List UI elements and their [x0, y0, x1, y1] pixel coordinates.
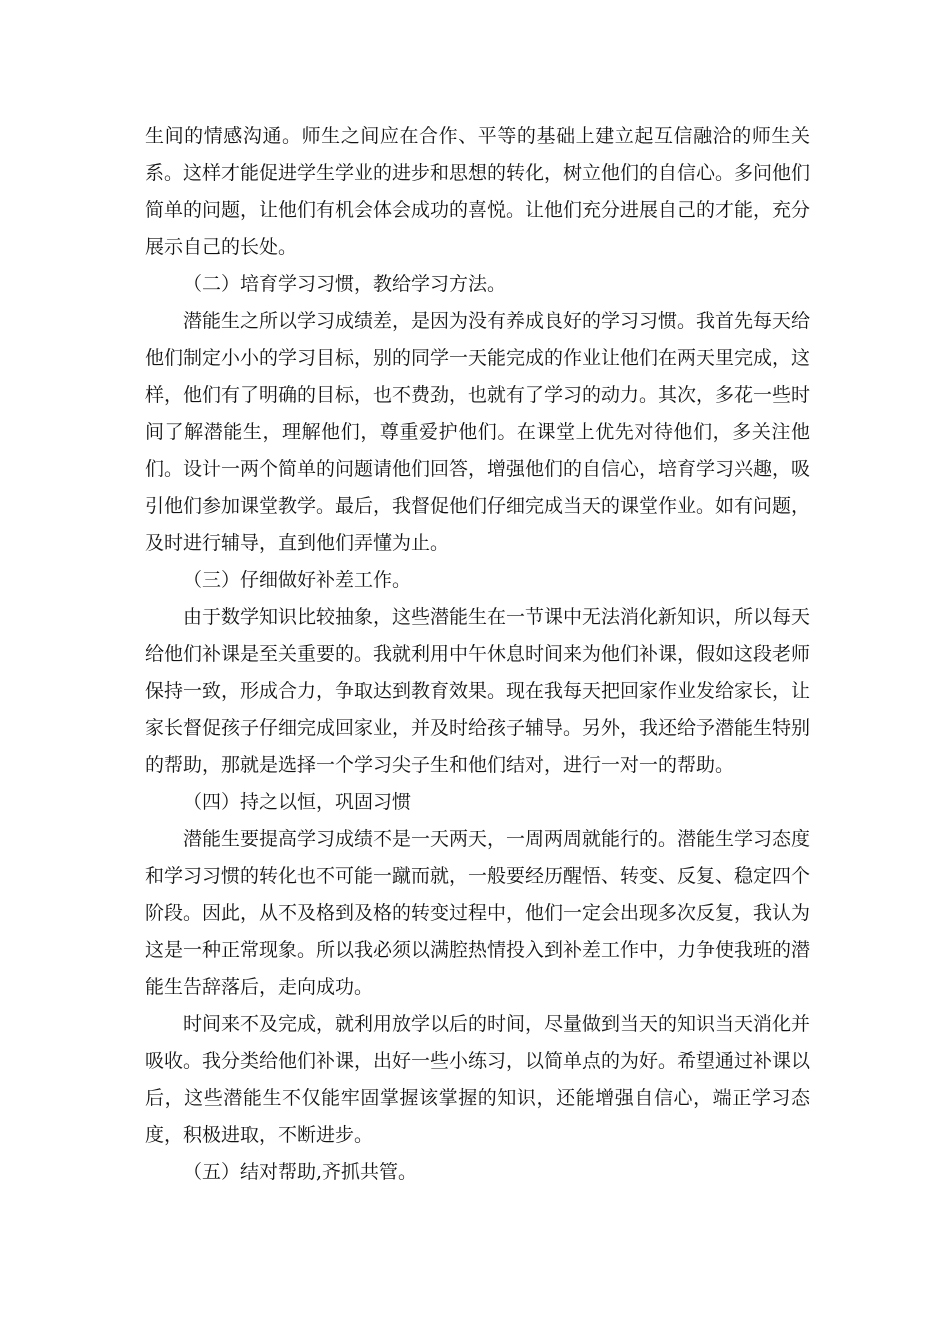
section-heading-4: （四）持之以恒，巩固习惯 [183, 791, 412, 813]
paragraph: 由于数学知识比较抽象，这些潜能生在一节课中无法消化新知识，所以每天给他们补课是至关重要的。我就利用中午休息时间来为他们补课，假如这段老师保持一致，形成合力，争取达到教育效果。现在我每天把回家作业发给家长，让家长督促孩子仔细完成回家业，并及时给孩子辅导。另外，我还给予潜能生特别的帮助，那就是选择一个学习尖子生和他们结对，进行一对一的帮助。 [145, 606, 811, 776]
document-body [145, 118, 810, 1191]
section-heading-2: （二）培育学习习惯，教给学习方法。 [183, 273, 507, 295]
section-heading-5: （五）结对帮助,齐抓共管。 [183, 1161, 418, 1183]
section-heading-3: （三）仔细做好补差工作。 [183, 569, 412, 591]
paragraph-continued: 生间的情感沟通。师生之间应在合作、平等的基础上建立起互信融洽的师生关系。这样才能促进学生学业的进步和思想的转化，树立他们的自信心。多问他们简单的问题，让他们有机会体会成功的喜悦。让他们充分进展自己的才能，充分展示自己的长处。 [145, 125, 811, 258]
paragraph: 潜能生要提高学习成绩不是一天两天，一周两周就能行的。潜能生学习态度和学习习惯的转化也不可能一蹴而就，一般要经历醒悟、转变、反复、稳定四个阶段。因此，从不及格到及格的转变过程中，他们一定会出现多次反复，我认为这是一种正常现象。所以我必须以满腔热情投入到补差工作中，力争使我班的潜能生告辞落后，走向成功。 [145, 828, 811, 998]
paragraph: 潜能生之所以学习成绩差，是因为没有养成良好的学习习惯。我首先每天给他们制定小小的学习目标，别的同学一天能完成的作业让他们在两天里完成，这样，他们有了明确的目标，也不费劲，也就有了学习的动力。其次，多花一些时间了解潜能生，理解他们，尊重爱护他们。在课堂上优先对待他们，多关注他们。设计一两个简单的问题请他们回答，增强他们的自信心，培育学习兴趣，吸引他们参加课堂教学。最后，我督促他们仔细完成当天的课堂作业。如有问题，及时进行辅导，直到他们弄懂为止。 [145, 310, 811, 554]
paragraph: 时间来不及完成，就利用放学以后的时间，尽量做到当天的知识当天消化并吸收。我分类给他们补课，出好一些小练习，以简单点的为好。希望通过补课以后，这些潜能生不仅能牢固掌握该掌握的知识，还能增强自信心，端正学习态度，积极进取，不断进步。 [145, 1013, 811, 1146]
